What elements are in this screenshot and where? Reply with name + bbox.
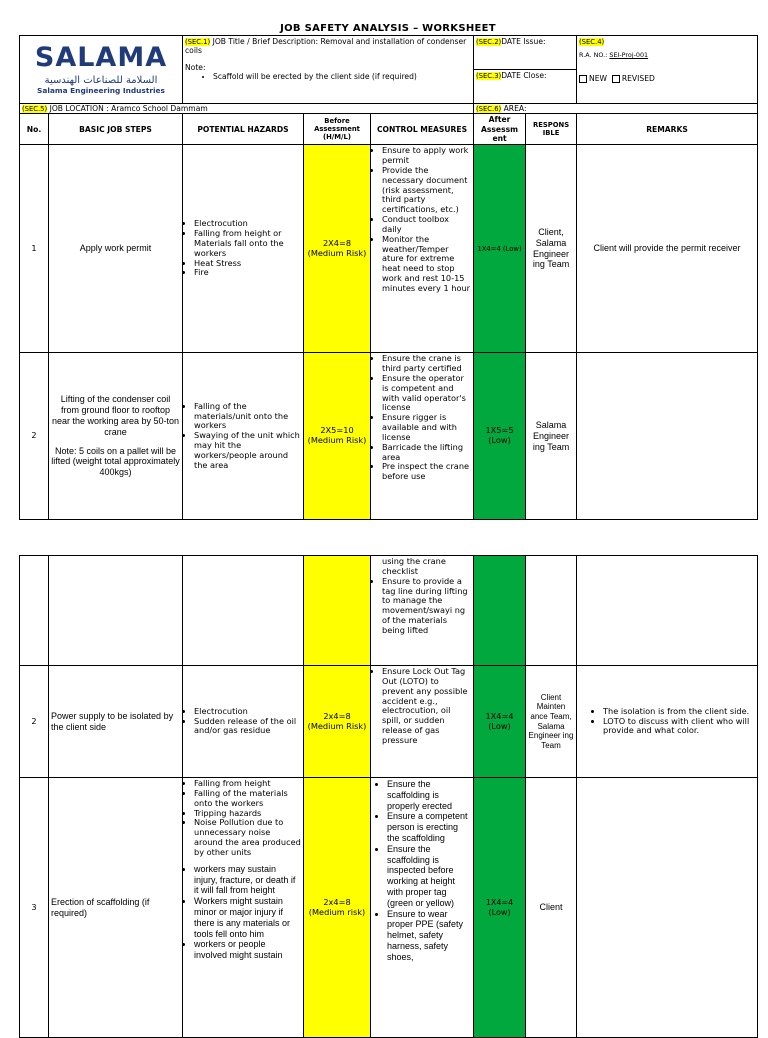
after-assessment <box>474 556 526 666</box>
before-assessment: 2x4=8 (Medium risk) <box>304 778 371 1038</box>
col-control: CONTROL MEASURES <box>371 114 474 145</box>
sec5-tag: (SEC.5) <box>22 105 48 113</box>
control-item: • Ensure the crane is third party certified <box>382 354 471 374</box>
remark-item: • LOTO to discuss with client who will provide and what color. <box>603 717 755 737</box>
control-item-continued: using the crane checklist <box>382 556 446 576</box>
remarks: Client will provide the permit receiver <box>577 145 758 353</box>
control-item: • Ensure a competent person is erecting the scaffolding <box>387 811 471 843</box>
jsa-table-page-2 <box>19 555 758 1038</box>
responsible: Salama Engineer ing Team <box>526 353 577 520</box>
new-checkbox[interactable] <box>579 75 587 83</box>
hazard-item: • Noise Pollution due to unnecessary noise around the area produced by other units <box>194 818 301 857</box>
before-assessment: 2x4=8 (Medium Risk) <box>304 666 371 778</box>
document-title: JOB SAFETY ANALYSIS – WORKSHEET <box>280 23 496 34</box>
hazard-item: • workers or people involved might sustain <box>194 939 301 961</box>
hazards-cell <box>183 145 304 353</box>
control-item: • Pre inspect the crane before use <box>382 462 471 482</box>
hazards-cell <box>183 778 304 1038</box>
remarks <box>577 556 758 666</box>
remarks <box>577 666 758 778</box>
hazards-cell <box>183 666 304 778</box>
date-issue-cell <box>474 36 577 70</box>
hazard-item: • Electrocution <box>194 219 301 229</box>
before-assessment: 2X4=8 (Medium Risk) <box>304 145 371 353</box>
hazard-item: • Electrocution <box>194 707 301 717</box>
sec3-tag: (SEC.3) <box>476 72 502 80</box>
area-label: AREA: <box>503 104 527 113</box>
revised-label: REVISED <box>621 73 655 83</box>
table-row <box>20 353 758 520</box>
job-step <box>49 353 183 520</box>
table-row <box>20 778 758 1038</box>
job-step-text: Lifting of the condenser coil from ground floor to rooftop near the working area by 50-ton crane <box>51 394 180 437</box>
col-remarks: REMARKS <box>577 114 758 145</box>
table-row <box>20 666 758 778</box>
hazards-cell <box>183 353 304 520</box>
note-label: Note: <box>185 63 206 73</box>
row-number: 1 <box>20 145 49 353</box>
row-number: 2 <box>20 353 49 520</box>
new-label: NEW <box>589 73 608 83</box>
after-assessment: 1X4=4 (Low) <box>474 778 526 1038</box>
ra-value: SEI-Proj-001 <box>609 51 649 60</box>
control-item: • Ensure to wear proper PPE (safety helmet, safety harness, safety shoes, <box>387 909 471 963</box>
remarks <box>577 778 758 1038</box>
remark-item: • The isolation is from the client side. <box>603 707 755 717</box>
hazard-item: • workers may sustain injury, fracture, or death if it will fall from height <box>194 864 301 896</box>
area-cell <box>474 104 758 114</box>
hazard-item: • Falling from height or Materials fall onto the workers <box>194 229 301 259</box>
sec6-tag: (SEC.6) <box>476 105 502 113</box>
job-step: Power supply to be isolated by the client side <box>49 666 183 778</box>
control-item: • Ensure to provide a tag line during lifting to manage the movement/swayi ng of the materials being lifted <box>382 577 471 636</box>
responsible <box>526 556 577 666</box>
job-step: Erection of scaffolding (if required) <box>49 778 183 1038</box>
date-close-label: DATE Close: <box>501 71 547 80</box>
control-item: • Ensure rigger is available and with license <box>382 413 471 443</box>
date-issue-label: DATE Issue: <box>501 37 546 46</box>
controls-cell <box>371 556 474 666</box>
controls-cell <box>371 666 474 778</box>
col-hazards: POTENTIAL HAZARDS <box>183 114 304 145</box>
table-row <box>20 556 758 666</box>
job-location: JOB LOCATION : Aramco School Dammam <box>49 104 208 113</box>
control-item: • Ensure the scaffolding is properly erected <box>387 779 471 811</box>
job-title-cell <box>183 36 474 104</box>
job-title: JOB Title / Brief Description: Removal and installation of condenser coils <box>185 37 467 56</box>
jsa-table-page-1 <box>19 35 758 520</box>
after-assessment: 1X5=5 (Low) <box>474 353 526 520</box>
table-row <box>20 145 758 353</box>
control-item: • Conduct toolbox daily <box>382 215 471 235</box>
job-step <box>49 556 183 666</box>
hazard-item: • Tripping hazards <box>194 809 301 819</box>
col-after: After Assessm ent <box>474 114 526 145</box>
hazard-item: • Workers might sustain minor or major injury if there is any materials or tools fell onto him <box>194 896 301 939</box>
job-step-note: Note: 5 coils on a pallet will be lifted (weight total approximately 400kgs) <box>51 445 180 478</box>
hazard-item: • Falling of the materials/unit onto the workers <box>194 402 301 432</box>
hazard-item: • Swaying of the unit which may hit the workers/people around the area <box>194 431 301 470</box>
job-step: Apply work permit <box>49 145 183 353</box>
revised-checkbox[interactable] <box>612 75 620 83</box>
controls-cell <box>371 353 474 520</box>
location-cell <box>20 104 474 114</box>
row-number: 3 <box>20 778 49 1038</box>
control-item: • Provide the necessary document (risk assessment, third party certifications, etc.) <box>382 166 471 215</box>
hazard-item: • Heat Stress <box>194 259 301 269</box>
hazard-item: • Falling of the materials onto the workers <box>194 789 301 809</box>
row-number: 2 <box>20 666 49 778</box>
after-assessment: 1X4=4 (Low) <box>474 145 526 353</box>
sec4-tag: (SEC.4) <box>579 38 605 46</box>
row-number <box>20 556 49 666</box>
control-item: • Ensure Lock Out Tag Out (LOTO) to prevent any possible accident e.g., electrocution, oil spill, or sudden release of gas pressure <box>382 667 471 746</box>
remarks <box>577 353 758 520</box>
controls-cell <box>371 778 474 1038</box>
hazard-item: • Sudden release of the oil and/or gas residue <box>194 717 301 737</box>
control-item: • Barricade the lifting area <box>382 443 471 463</box>
ra-cell <box>577 36 758 104</box>
hazard-item: • Falling from height <box>194 779 301 789</box>
company-logo: SALAMA السلامة للصناعات الهندسية Salama Engineering Industries <box>20 36 183 104</box>
date-close-cell <box>474 70 577 104</box>
sec2-tag: (SEC.2) <box>476 38 502 46</box>
col-responsible: RESPONS IBLE <box>526 114 577 145</box>
sec1-tag: (SEC.1) <box>185 38 211 46</box>
control-item: • Ensure the operator is competent and with valid operator's license <box>382 374 471 413</box>
note-item: • Scaffold will be erected by the client side (if required) <box>213 72 471 81</box>
col-steps: BASIC JOB STEPS <box>49 114 183 145</box>
hazards-cell <box>183 556 304 666</box>
col-no: No. <box>20 114 49 145</box>
hazard-item: • Fire <box>194 268 301 278</box>
control-item: • Monitor the weather/Temper ature for extreme heat need to stop work and rest 10-15 minutes every 1 hour <box>382 235 471 294</box>
responsible: Client <box>526 778 577 1038</box>
control-item: • Ensure the scaffolding is inspected before working at height with proper tag (green or yellow) <box>387 844 471 909</box>
col-before: Before Assessment (H/M/L) <box>304 114 371 145</box>
responsible: Client Mainten ance Team, Salama Engineer ing Team <box>526 666 577 778</box>
before-assessment <box>304 556 371 666</box>
before-assessment: 2X5=10 (Medium Risk) <box>304 353 371 520</box>
after-assessment: 1X4=4 (Low) <box>474 666 526 778</box>
ra-label: R.A. NO.: <box>579 51 608 60</box>
controls-cell <box>371 145 474 353</box>
responsible: Client, Salama Engineer ing Team <box>526 145 577 353</box>
control-item: • Ensure to apply work permit <box>382 146 471 166</box>
